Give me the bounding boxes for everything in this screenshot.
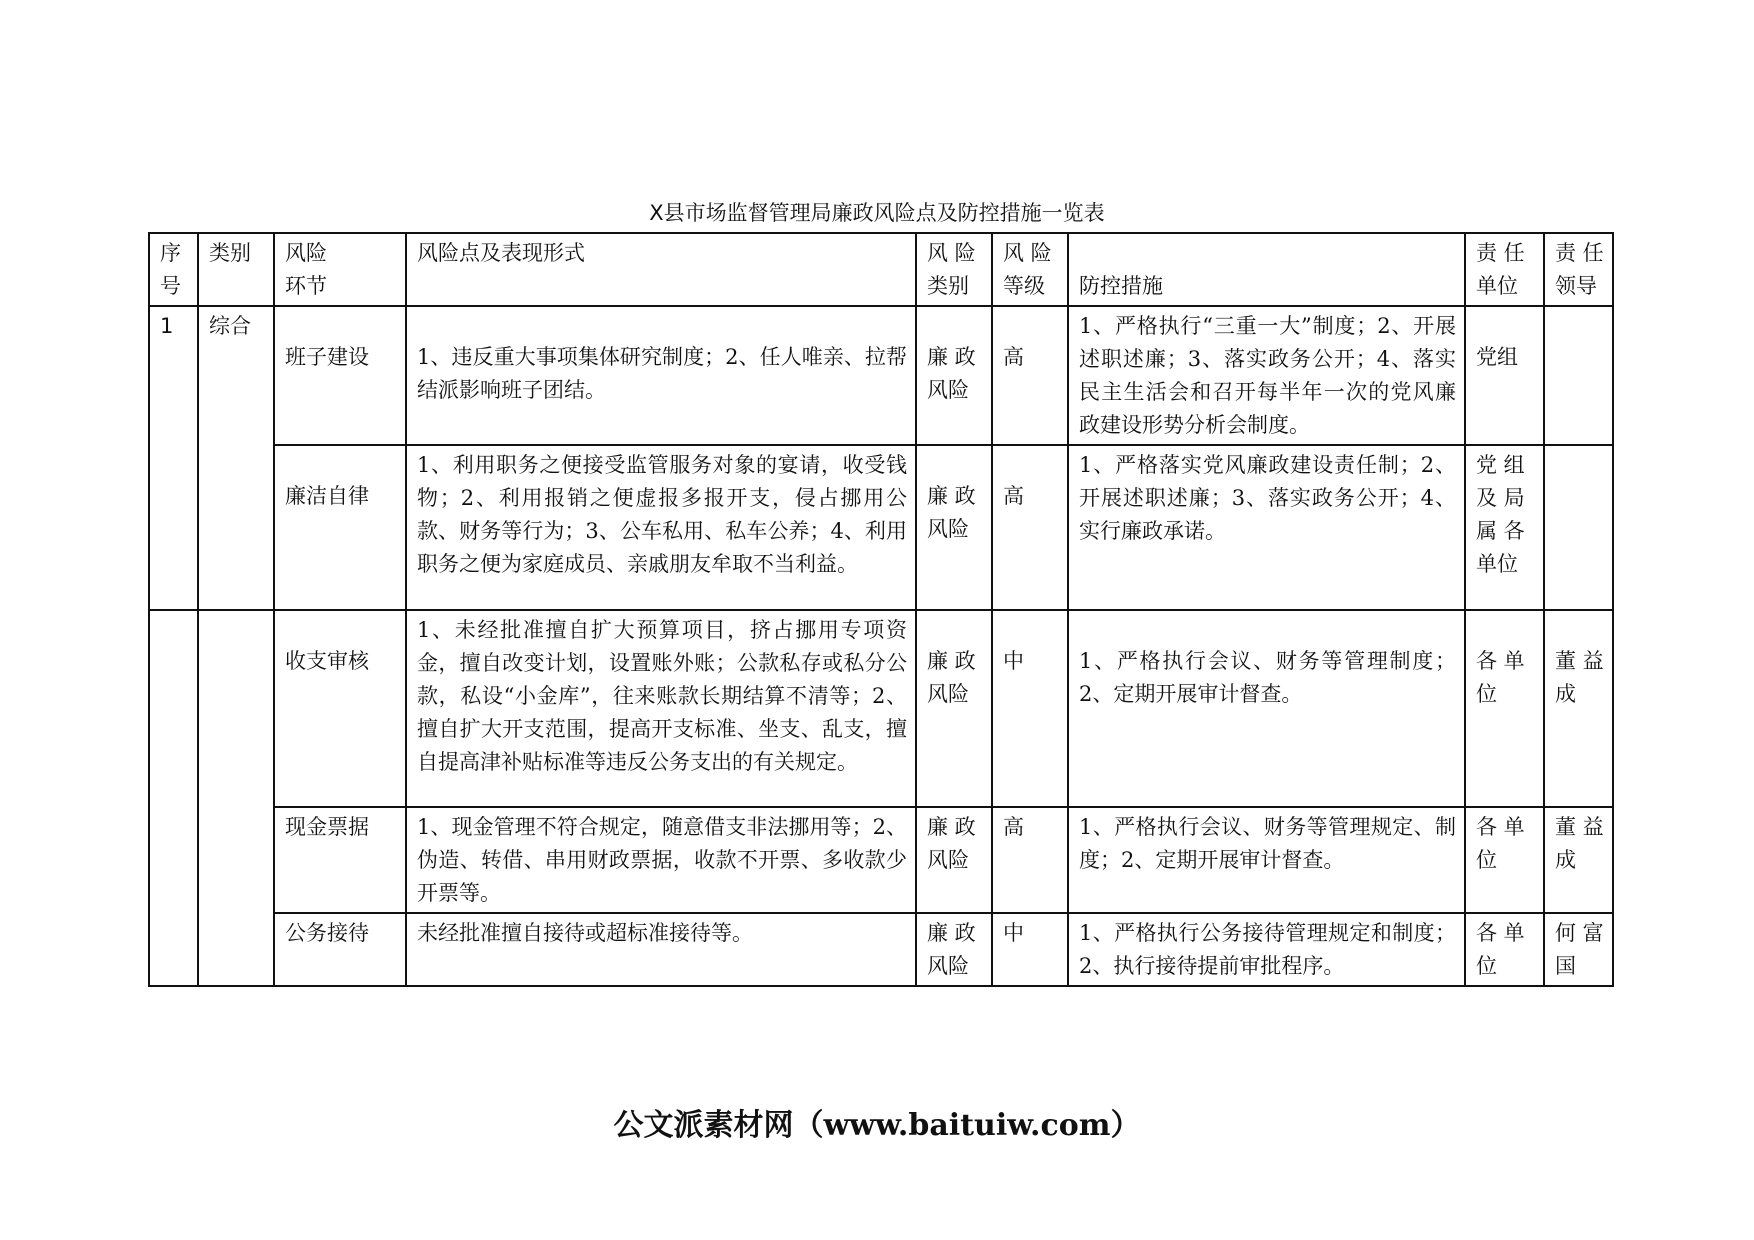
row-risk-link: 班子建设 xyxy=(274,306,406,445)
table-row xyxy=(149,306,1613,445)
document-title: X县市场监督管理局廉政风险点及防控措施一览表 xyxy=(649,201,1105,225)
row-risk-level: 高 xyxy=(992,306,1068,445)
row-risk-type: 廉 政 风险 xyxy=(916,610,992,807)
row-responsible-leader: 董 益 成 xyxy=(1544,807,1613,913)
header-risk-level: 风 险 等级 xyxy=(992,233,1068,306)
header-responsible-unit: 责 任 单位 xyxy=(1465,233,1544,306)
risk-table xyxy=(148,232,1614,987)
row-risk-level: 中 xyxy=(992,610,1068,807)
row-responsible-unit: 各 单 位 xyxy=(1465,807,1544,913)
row-seq: 1 xyxy=(149,306,198,610)
row-risk-link: 现金票据 xyxy=(274,807,406,913)
header-risk-link: 风险 环节 xyxy=(274,233,406,306)
row-risk-type: 廉 政 风险 xyxy=(916,306,992,445)
row-category: 综合 xyxy=(198,306,274,610)
row-risk-link: 公务接待 xyxy=(274,913,406,986)
row-risk-link: 收支审核 xyxy=(274,610,406,807)
row-responsible-unit: 各 单 位 xyxy=(1465,610,1544,807)
row-measures: 1、严格执行会议、财务等管理规定、制度；2、定期开展审计督查。 xyxy=(1068,807,1465,913)
row-risk-type: 廉 政 风险 xyxy=(916,807,992,913)
row-measures: 1、严格落实党风廉政建设责任制；2、开展述职述廉；3、落实政务公开；4、实行廉政承诺。 xyxy=(1068,445,1465,610)
header-measures: 防控措施 xyxy=(1068,233,1465,306)
table-row xyxy=(149,610,1613,807)
row-responsible-leader xyxy=(1544,306,1613,445)
row-risk-type: 廉 政 风险 xyxy=(916,913,992,986)
row-measures: 1、严格执行“三重一大”制度；2、开展述职述廉；3、落实政务公开；4、落实民主生活会和召开每半年一次的党风廉政建设形势分析会制度。 xyxy=(1068,306,1465,445)
row-measures: 1、严格执行公务接待管理规定和制度；2、执行接待提前审批程序。 xyxy=(1068,913,1465,986)
row-risk-points: 未经批准擅自接待或超标准接待等。 xyxy=(406,913,916,986)
table-header-row xyxy=(149,233,1613,306)
row-responsible-leader: 何 富 国 xyxy=(1544,913,1613,986)
header-risk-points: 风险点及表现形式 xyxy=(406,233,916,306)
row-responsible-unit: 党组 xyxy=(1465,306,1544,445)
row-risk-link: 廉洁自律 xyxy=(274,445,406,610)
row-risk-type: 廉 政 风险 xyxy=(916,445,992,610)
row-risk-level: 中 xyxy=(992,913,1068,986)
row-risk-points: 1、未经批准擅自扩大预算项目，挤占挪用专项资金，擅自改变计划，设置账外账；公款私存或私分公款，私设“小金库”，往来账款长期结算不清等；2、擅自扩大开支范围，提高开支标准、坐支、乱支，擅自提高津补贴标准等违反公务支出的有关规定。 xyxy=(406,610,916,807)
table-row xyxy=(149,913,1613,986)
row-measures: 1、严格执行会议、财务等管理制度；2、定期开展审计督查。 xyxy=(1068,610,1465,807)
header-responsible-leader: 责 任 领导 xyxy=(1544,233,1613,306)
row-responsible-leader xyxy=(1544,445,1613,610)
table-row xyxy=(149,807,1613,913)
row-risk-points: 1、违反重大事项集体研究制度；2、任人唯亲、拉帮结派影响班子团结。 xyxy=(406,306,916,445)
header-risk-type: 风 险 类别 xyxy=(916,233,992,306)
table-row xyxy=(149,445,1613,610)
row-risk-level: 高 xyxy=(992,807,1068,913)
row-category xyxy=(198,610,274,986)
row-seq xyxy=(149,610,198,986)
footer-watermark: 公文派素材网（www.baituiw.com） xyxy=(613,1108,1141,1143)
row-responsible-unit: 各 单 位 xyxy=(1465,913,1544,986)
row-risk-level: 高 xyxy=(992,445,1068,610)
row-responsible-leader: 董 益 成 xyxy=(1544,610,1613,807)
header-category: 类别 xyxy=(198,233,274,306)
row-responsible-unit: 党 组 及 局 属 各 单位 xyxy=(1465,445,1544,610)
row-risk-points: 1、现金管理不符合规定，随意借支非法挪用等；2、伪造、转借、串用财政票据，收款不开票、多收款少开票等。 xyxy=(406,807,916,913)
row-risk-points: 1、利用职务之便接受监管服务对象的宴请，收受钱物；2、利用报销之便虚报多报开支，侵占挪用公款、财务等行为；3、公车私用、私车公养；4、利用职务之便为家庭成员、亲戚朋友牟取不当利益。 xyxy=(406,445,916,610)
header-seq: 序 号 xyxy=(149,233,198,306)
